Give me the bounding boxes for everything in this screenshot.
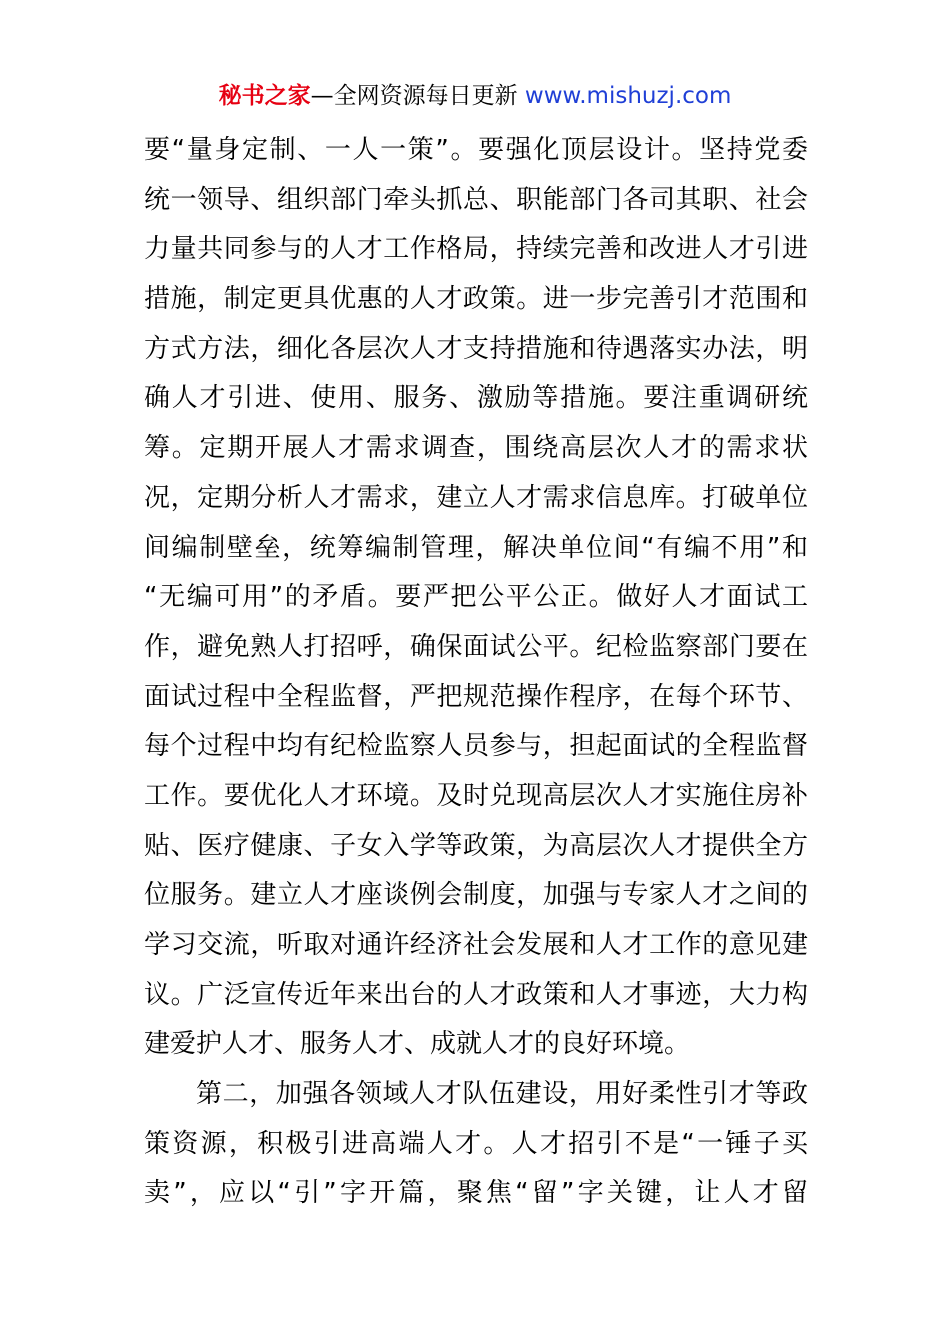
text-line: 统一领导、组织部门牵头抓总、职能部门各司其职、社会 xyxy=(144,184,808,215)
text-line: 学习交流，听取对通许经济社会发展和人才工作的意见建 xyxy=(144,930,808,960)
text-line: 每个过程中均有纪检监察人员参与，担起面试的全程监督 xyxy=(144,731,808,762)
site-tagline: —全网资源每日更新 xyxy=(310,83,518,109)
text-line: 议。广泛宣传近年来出台的人才政策和人才事迹，大力构 xyxy=(144,979,808,1010)
site-brand: 秘书之家 xyxy=(218,83,311,109)
text-line: 策资源，积极引进高端人才。人才招引不是“一锤子买 xyxy=(144,1128,808,1159)
text-line: 间编制壁垒，统筹编制管理，解决单位间“有编不用”和 xyxy=(144,532,808,563)
text-line: 措施，制定更具优惠的人才政策。进一步完善引才范围和 xyxy=(144,284,808,315)
body-text xyxy=(144,126,808,1219)
text-line: 确人才引进、使用、服务、激励等措施。要注重调研统 xyxy=(144,383,808,414)
paragraph-end-line: 建爱护人才、服务人才、成就人才的良好环境。 xyxy=(144,1029,691,1060)
text-line: 要“量身定制、一人一策”。要强化顶层设计。坚持党委 xyxy=(144,135,808,165)
page-header xyxy=(0,80,950,112)
text-line: 筹。定期开展人才需求调查，围绕高层次人才的需求状 xyxy=(144,433,808,464)
text-line: 卖”，应以“引”字开篇，聚焦“留”字关键，让人才留 xyxy=(144,1178,808,1209)
site-url-link[interactable]: www.mishuzj.com xyxy=(524,83,732,109)
text-line: 力量共同参与的人才工作格局，持续完善和改进人才引进 xyxy=(144,234,808,265)
text-line: 工作。要优化人才环境。及时兑现高层次人才实施住房补 xyxy=(144,780,808,811)
text-line: 作，避免熟人打招呼，确保面试公平。纪检监察部门要在 xyxy=(144,631,808,662)
paragraph-start-line: 第二，加强各领域人才队伍建设，用好柔性引才等政 xyxy=(196,1079,808,1110)
text-line: 方式方法，细化各层次人才支持措施和待遇落实办法，明 xyxy=(144,333,808,364)
text-line: 面试过程中全程监督，严把规范操作程序，在每个环节、 xyxy=(144,681,808,712)
text-line: “无编可用”的矛盾。要严把公平公正。做好人才面试工 xyxy=(144,582,808,613)
text-line: 况，定期分析人才需求，建立人才需求信息库。打破单位 xyxy=(144,482,808,513)
text-line: 贴、医疗健康、子女入学等政策，为高层次人才提供全方 xyxy=(144,830,808,861)
text-line: 位服务。建立人才座谈例会制度，加强与专家人才之间的 xyxy=(144,880,808,911)
